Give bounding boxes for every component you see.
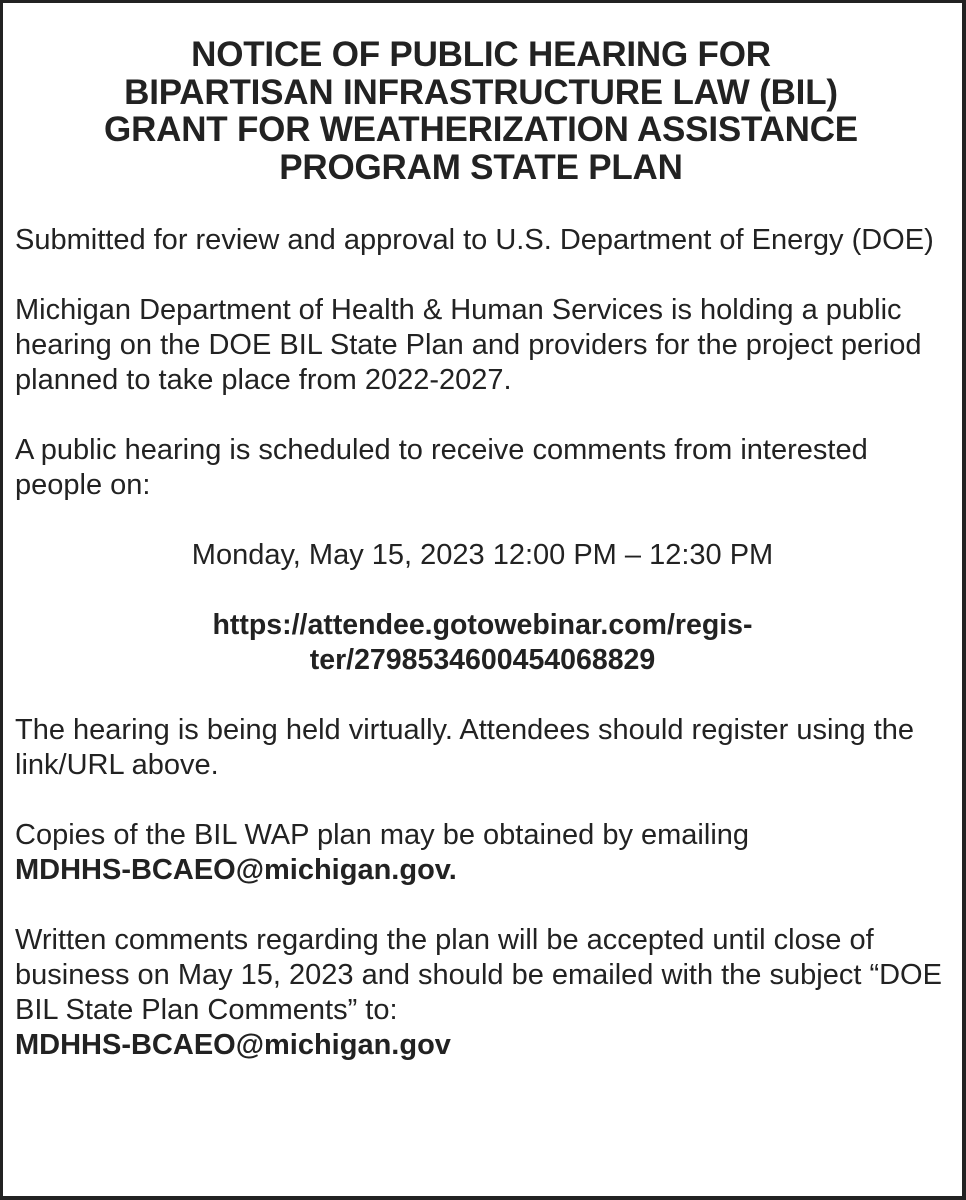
virtual-paragraph: The hearing is being held virtually. Attendees should register using the link/URL above. [15,714,915,781]
registration-link[interactable] [15,608,950,678]
title-line: NOTICE OF PUBLIC HEARING FOR [191,35,771,74]
title-line: PROGRAM STATE PLAN [279,147,683,187]
registration-link-line[interactable]: ter/2798534600454068829 [309,644,656,676]
comments-email-link[interactable]: MDHHS-BCAEO@michigan.gov [15,1029,451,1061]
submitted-paragraph: Submitted for review and approval to U.S. Department of Energy (DOE) [15,224,934,256]
notice-body [15,223,950,1098]
hearing-datetime: Monday, May 15, 2023 12:00 PM – 12:30 PM [191,539,774,571]
copies-email-link[interactable]: MDHHS-BCAEO@michigan.gov. [15,854,457,886]
scheduled-paragraph: A public hearing is scheduled to receive comments from interested people on: [15,434,868,501]
notice-title [10,36,952,186]
comments-paragraph [15,923,950,1063]
title-line: GRANT FOR WEATHERIZATION ASSISTANCE [104,110,858,149]
comments-text: Written comments regarding the plan will be accepted until close of business on May 15, 2023 and should be emailed with the subject “DOE BIL State Plan Comments” to: [15,924,942,1026]
copies-paragraph [15,818,950,888]
title-line: BIPARTISAN INFRASTRUCTURE LAW (BIL) [124,72,838,112]
registration-link-line[interactable]: https://attendee.gotowebinar.com/regis- [212,609,753,641]
intro-paragraph: Michigan Department of Health & Human Services is holding a public hearing on the DOE BIL State Plan and providers for the project period planned to take place from 2022-2027. [15,294,922,396]
copies-text: Copies of the BIL WAP plan may be obtained by emailing [15,819,750,851]
